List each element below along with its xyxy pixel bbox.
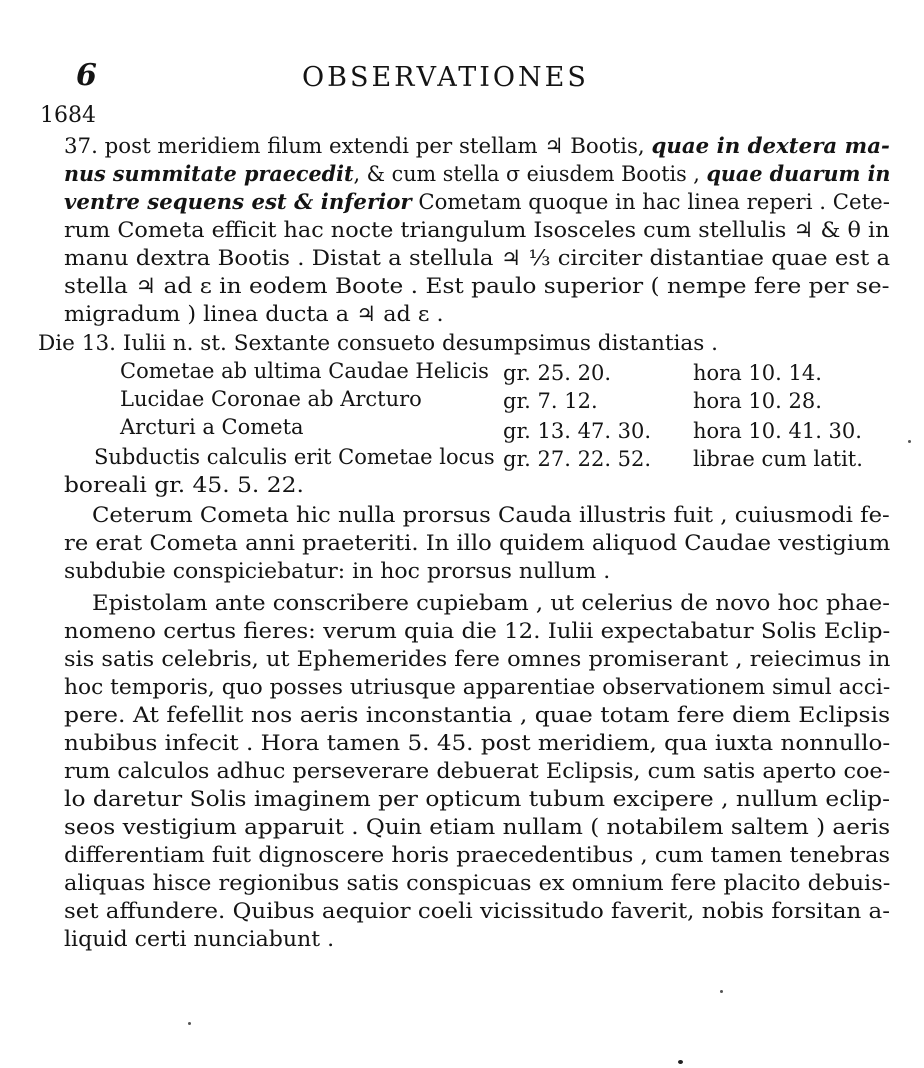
distance-object: Arcturi a Cometa bbox=[120, 415, 304, 439]
distance-time: hora 10. 14. bbox=[693, 361, 822, 385]
text-line: nus summitate praecedit, & cum stella σ eiusdem Bootis , quae duarum in bbox=[64, 161, 891, 186]
text-line: set affundere. Quibus aequior coeli vicissitudo faverit, nobis forsitan a- bbox=[64, 899, 890, 923]
text-line: nomeno certus fieres: verum quia die 12. Iulii expectabatur Solis Eclip- bbox=[64, 619, 891, 643]
distance-time: hora 10. 41. 30. bbox=[693, 419, 862, 443]
text-line: sis satis celebris, ut Ephemerides fere omnes promiserant , reiecimus in bbox=[64, 647, 891, 671]
text-line: rum Cometa efficit hac nocte triangulum Isosceles cum stellulis ♃ & θ in bbox=[64, 218, 890, 242]
text-line: stella ♃ ad ε in eodem Boote . Est paulo superior ( nempe fere per se- bbox=[64, 274, 890, 298]
text-line: re erat Cometa anni praeteriti. In illo quidem aliquod Caudae vestigium bbox=[64, 531, 891, 555]
text-line: subdubie conspiciebatur: in hoc prorsus nullum . bbox=[64, 559, 611, 583]
print-speck bbox=[720, 990, 723, 993]
distance-object: Subductis calculis erit Cometae locus bbox=[94, 445, 495, 469]
text-line: aliquas hisce regionibus satis conspicuas ex omnium fere placito debuis- bbox=[64, 871, 891, 895]
distance-measure: gr. 7. 12. bbox=[503, 389, 598, 413]
distance-object: Cometae ab ultima Caudae Helicis bbox=[120, 359, 489, 383]
text-line: ventre sequens est & inferior Cometam quoque in hac linea reperi . Cete- bbox=[64, 189, 890, 214]
print-speck bbox=[188, 1022, 191, 1025]
distance-time: librae cum latit. bbox=[693, 447, 863, 471]
page-number: 6 bbox=[76, 58, 97, 93]
text-line: hoc temporis, quo posses utriusque apparentiae observationem simul acci- bbox=[64, 675, 891, 699]
margin-year: 1684 bbox=[40, 103, 96, 128]
text-line: Ceterum Cometa hic nulla prorsus Cauda illustris fuit , cuiusmodi fe- bbox=[92, 503, 890, 527]
text-line: seos vestigium apparuit . Quin etiam nullam ( notabilem saltem ) aeris bbox=[64, 815, 891, 839]
print-speck bbox=[678, 1060, 683, 1064]
text-line: liquid certi nunciabunt . bbox=[64, 927, 335, 951]
distance-object: Lucidae Coronae ab Arcturo bbox=[120, 387, 422, 411]
distance-measure: gr. 13. 47. 30. bbox=[503, 419, 652, 443]
text-line: lo daretur Solis imaginem per opticum tubum excipere , nullum eclip- bbox=[64, 787, 890, 811]
text-line: migradum ) linea ducta a ♃ ad ε . bbox=[64, 302, 444, 326]
text-line: differentiam fuit dignoscere horis praecedentibus , cum tamen tenebras bbox=[64, 843, 891, 867]
text-line: 37. post meridiem filum extendi per stellam ♃ Bootis, quae in dextera ma- bbox=[64, 133, 890, 158]
text-line: nubibus infecit . Hora tamen 5. 45. post meridiem, qua iuxta nonnullo- bbox=[64, 731, 891, 755]
latitude-line: boreali gr. 45. 5. 22. bbox=[64, 473, 304, 497]
distance-measure: gr. 27. 22. 52. bbox=[503, 447, 652, 471]
distance-measure: gr. 25. 20. bbox=[503, 361, 611, 385]
text-line: Epistolam ante conscribere cupiebam , ut celerius de novo hoc phae- bbox=[92, 591, 890, 615]
date-line: Die 13. Iulii n. st. Sextante consueto desumpsimus distantias . bbox=[38, 331, 719, 355]
distance-time: hora 10. 28. bbox=[693, 389, 822, 413]
running-title: OBSERVATIONES bbox=[302, 62, 589, 93]
text-line: manu dextra Bootis . Distat a stellula ♃ ⅓ circiter distantiae quae est a bbox=[64, 246, 891, 270]
text-line: pere. At fefellit nos aeris inconstantia , quae totam fere diem Eclipsis bbox=[64, 703, 891, 727]
print-speck bbox=[908, 440, 911, 443]
text-line: rum calculos adhuc perseverare debuerat Eclipsis, cum satis aperto coe- bbox=[64, 759, 891, 783]
